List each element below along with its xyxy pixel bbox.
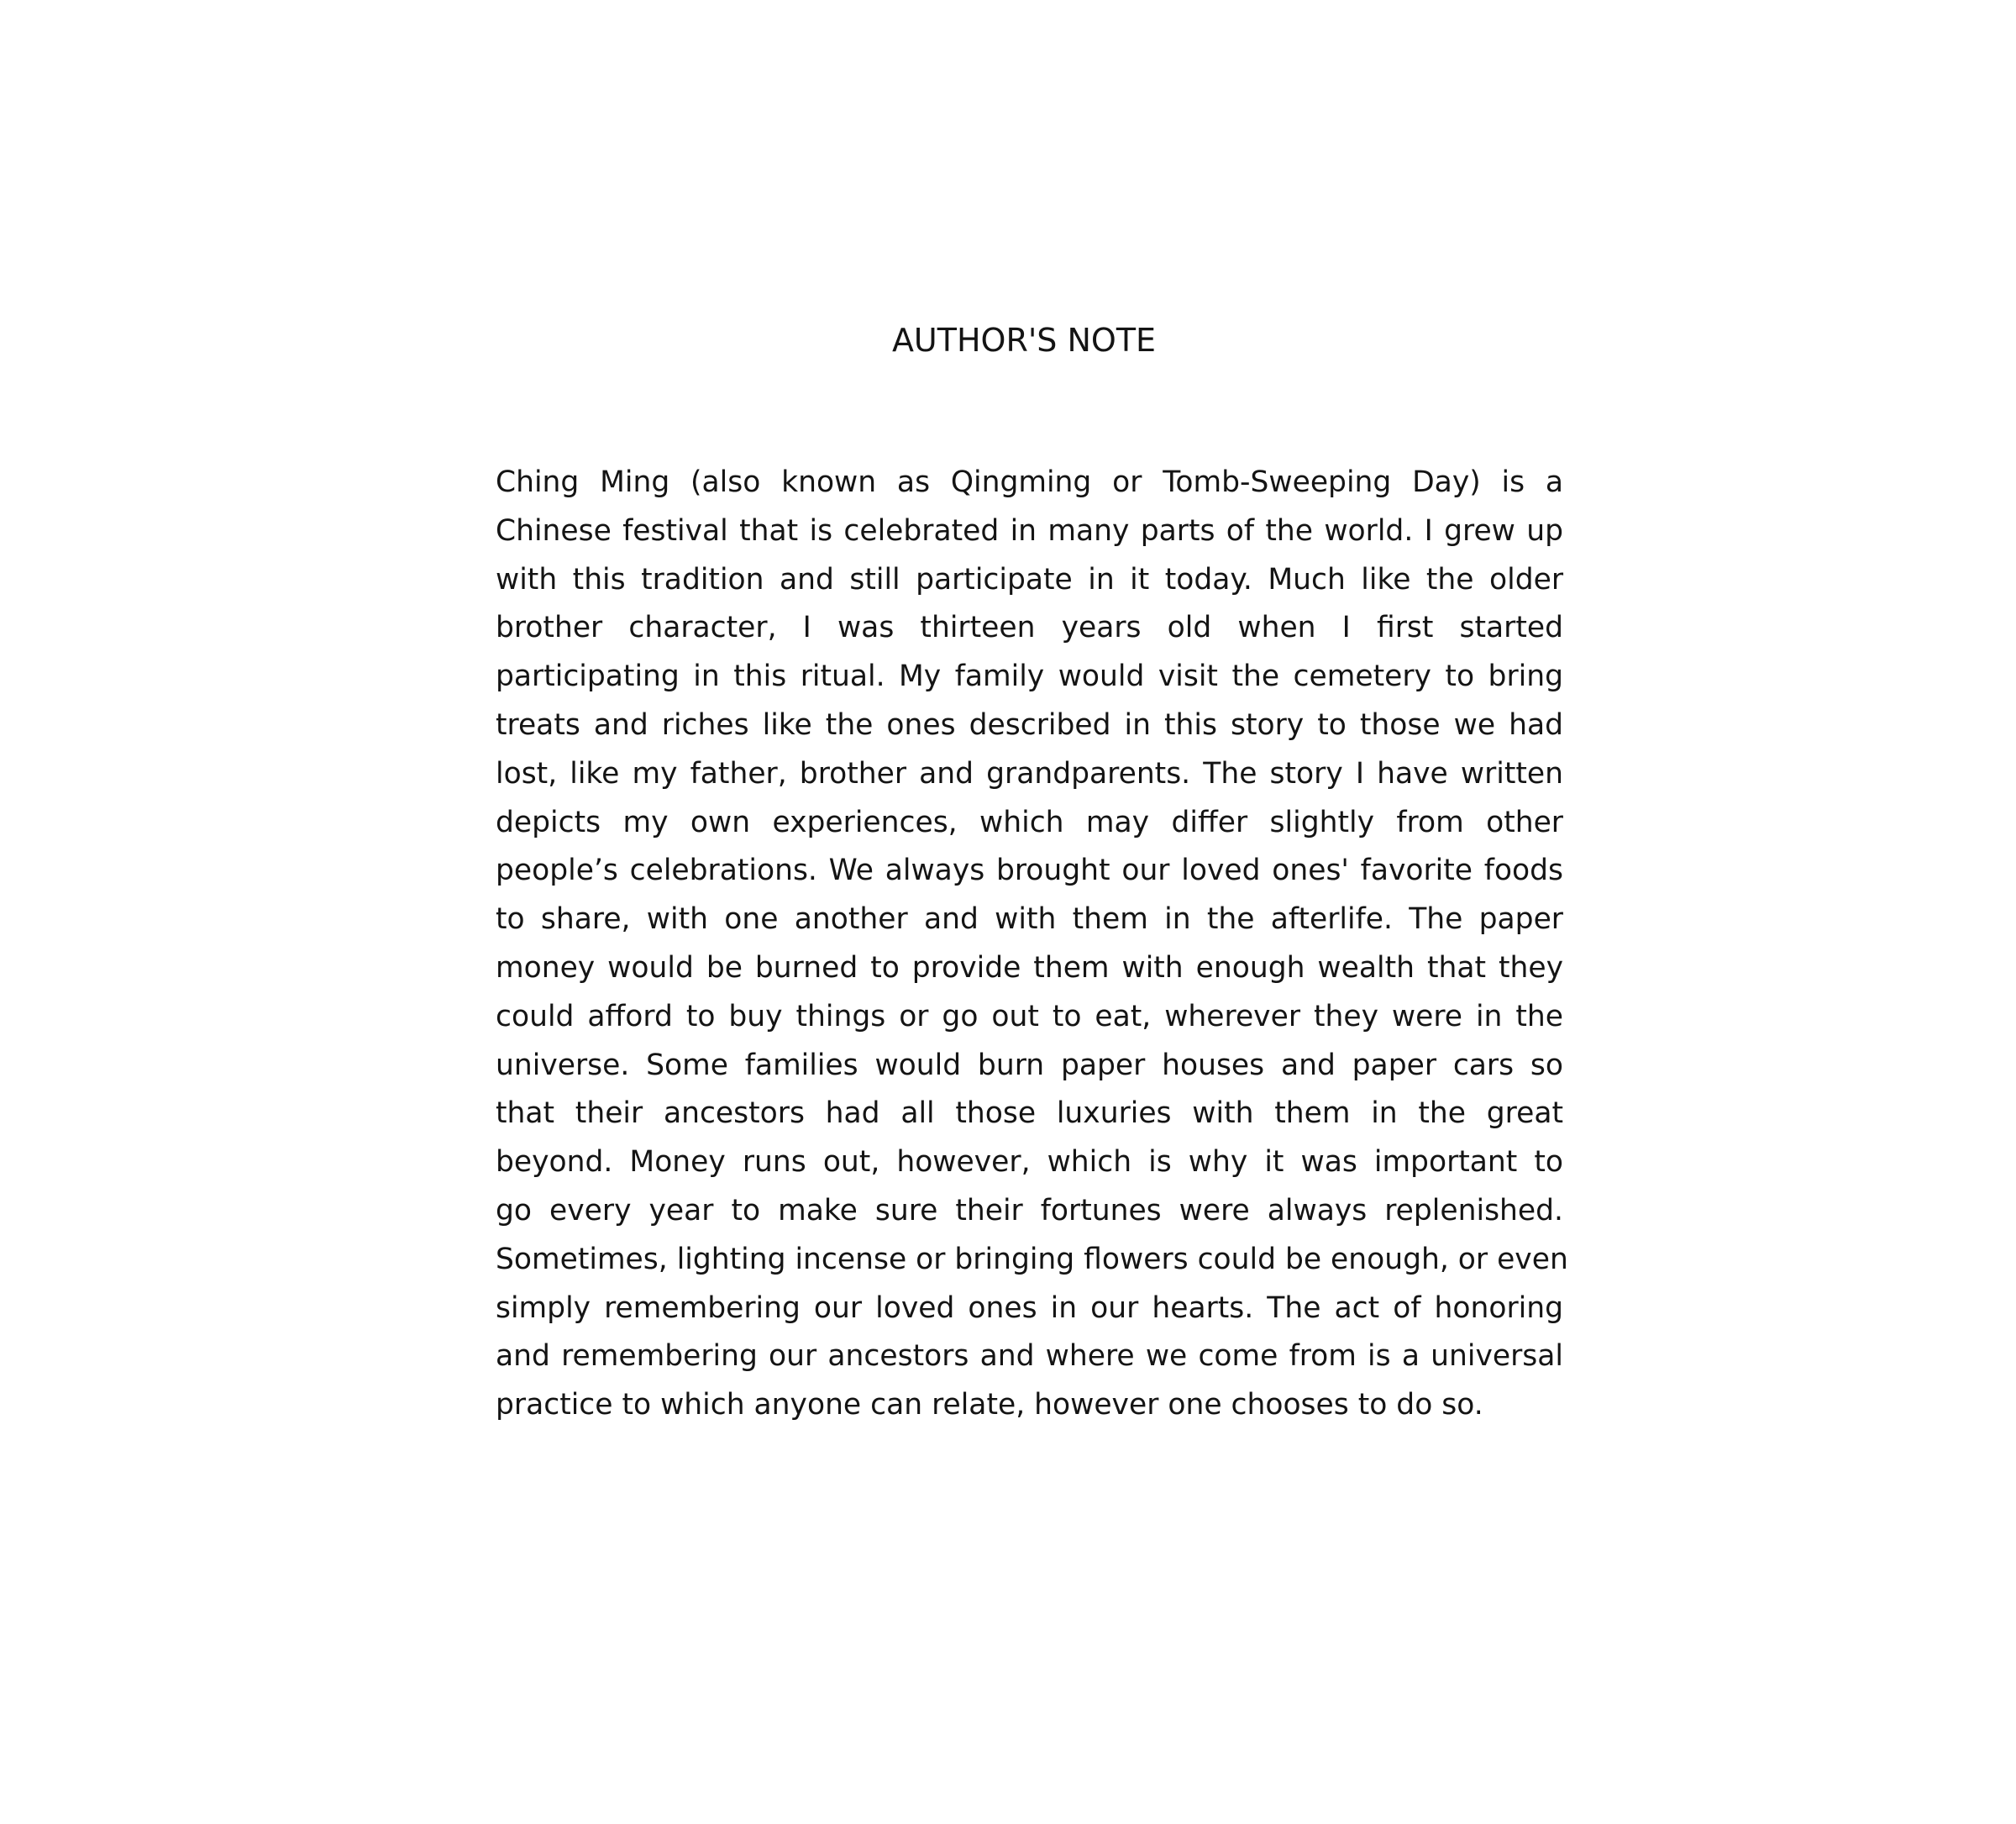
text-line: money would be burned to provide them with enough wealth that they <box>496 950 1563 985</box>
authors-note-body <box>496 459 1568 1430</box>
text-line: with this tradition and still participate in it today. Much like the older <box>496 562 1563 597</box>
text-line: could afford to buy things or go out to eat, wherever they were in the <box>496 999 1563 1033</box>
text-line: Ching Ming (also known as Qingming or Tomb-Sweeping Day) is a <box>496 465 1563 499</box>
text-line: that their ancestors had all those luxuries with them in the great <box>496 1096 1563 1131</box>
text-line: to share, with one another and with them in the afterlife. The paper <box>496 902 1563 937</box>
text-line: practice to which anyone can relate, however one chooses to do so. <box>496 1388 1483 1422</box>
page-title: AUTHOR'S NOTE <box>891 322 1157 359</box>
text-line: brother character, I was thirteen years old when I first started <box>496 611 1563 645</box>
text-line: treats and riches like the ones described in this story to those we had <box>496 707 1563 742</box>
text-line: beyond. Money runs out, however, which is why it was important to <box>496 1145 1563 1180</box>
text-line: people’s celebrations. We always brought our loved ones' favorite foods <box>496 854 1563 888</box>
text-line: universe. Some families would burn paper houses and paper cars so <box>496 1048 1563 1082</box>
text-line: lost, like my father, brother and grandparents. The story I have written <box>496 756 1563 791</box>
text-line: participating in this ritual. My family would visit the cemetery to bring <box>496 660 1563 694</box>
text-line: and remembering our ancestors and where we come from is a universal <box>496 1339 1563 1374</box>
text-line: depicts my own experiences, which may differ slightly from other <box>496 805 1563 839</box>
text-line: go every year to make sure their fortunes were always replenished. <box>496 1193 1563 1227</box>
text-line: Chinese festival that is celebrated in many parts of the world. I grew up <box>496 513 1563 548</box>
text-line: Sometimes, lighting incense or bringing flowers could be enough, or even <box>496 1242 1568 1276</box>
text-line: simply remembering our loved ones in our hearts. The act of honoring <box>496 1290 1563 1325</box>
